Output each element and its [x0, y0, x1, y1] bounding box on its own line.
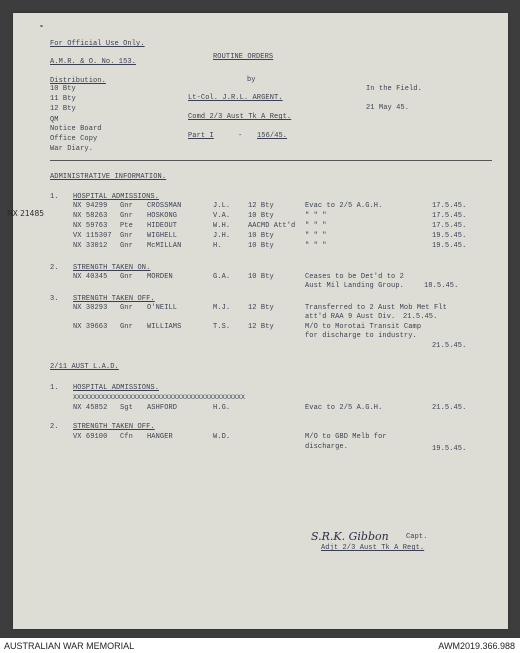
cell: Gnr [120, 323, 133, 331]
cell: NX 30293 [73, 304, 108, 312]
struck-line: XXXXXXXXXXXXXXXXXXXXXXXXXXXXXXXXXXXXXXXXXXX [73, 394, 246, 401]
by-label: by [247, 76, 256, 84]
part-label: Part I [188, 132, 214, 140]
entry-date: 21.5.45. [432, 404, 467, 412]
cell: W.H. [213, 222, 231, 230]
date: 21 May 45. [366, 104, 410, 112]
footer-accession: AWM2019.366.988 [438, 641, 515, 651]
cell: Gnr [120, 212, 133, 220]
cell: HIDEOUT [147, 222, 178, 230]
official-use-label: For Official Use Only. [50, 40, 145, 48]
location: In the Field. [366, 85, 422, 93]
remark: " " " [305, 242, 327, 250]
cell: 12 Bty [248, 202, 274, 210]
officer-name: Lt-Col. J.R.L. ARGENT. [188, 94, 283, 102]
routine-orders-title: ROUTINE ORDERS [213, 53, 274, 61]
remark: Aust Mil Landing Group. [305, 282, 404, 290]
cell: W.D. [213, 433, 231, 441]
remark: discharge. [305, 443, 349, 451]
lad-hospital-title: HOSPITAL ADMISSIONS. [73, 384, 160, 392]
entry-date: 21.5.45. [403, 313, 438, 321]
remark: att'd RAA 9 Aust Div. [305, 313, 396, 321]
section-admin-title: ADMINISTRATIVE INFORMATION. [50, 173, 167, 181]
cell: AACMD Att'd [248, 222, 296, 230]
cell: HOSKONG [147, 212, 178, 220]
item-number: 2. [50, 423, 59, 431]
part-dash: - [238, 132, 243, 140]
dist-item: Office Copy [50, 135, 98, 143]
cell: MORDEN [147, 273, 173, 281]
footer-institution: AUSTRALIAN WAR MEMORIAL [4, 641, 135, 651]
cell: 10 Bty [248, 232, 274, 240]
item-number: 2. [50, 264, 59, 272]
cell: 12 Bty [248, 304, 274, 312]
distribution-label: Distribution. [50, 77, 106, 85]
cell: Pte [120, 222, 133, 230]
remark: M/O to Morotai Transit Camp [305, 323, 422, 331]
entry-date: 18.5.45. [424, 282, 459, 290]
cell: O'NEILL [147, 304, 178, 312]
cell: H. [213, 242, 222, 250]
dist-item: War Diary. [50, 145, 94, 153]
dist-item: 12 Bty [50, 105, 76, 113]
entry-date: 21.5.45. [432, 342, 467, 350]
cell: 10 Bty [248, 242, 274, 250]
cell: McMILLAN [147, 242, 182, 250]
cell: HANGER [147, 433, 173, 441]
part-number: 156/45. [257, 132, 288, 140]
remark: Transferred to 2 Aust Mob Met Flt [305, 304, 447, 312]
cell: Gnr [120, 232, 133, 240]
remark: " " " [305, 212, 327, 220]
cell: VX 115307 [73, 232, 112, 240]
remark: " " " [305, 222, 327, 230]
section-lad-title: 2/11 AUST L.A.D. [50, 363, 119, 371]
lad-strength-off-title: STRENGTH TAKEN OFF. [73, 423, 155, 431]
cell: T.S. [213, 323, 231, 331]
cell: Gnr [120, 242, 133, 250]
item-number: 1. [50, 384, 59, 392]
item-number: 1. [50, 193, 59, 201]
remark: Evac to 2/5 A.G.H. [305, 202, 383, 210]
cell: J.L. [213, 202, 231, 210]
entry-date: 19.5.45. [432, 445, 467, 453]
cell: 12 Bty [248, 323, 274, 331]
dist-item: 11 Bty [50, 95, 76, 103]
strength-off-title: STRENGTH TAKEN OFF. [73, 295, 155, 303]
signature: S.R.K. Gibbon [311, 530, 389, 543]
cell: NX 58263 [73, 212, 108, 220]
header-rule [50, 160, 492, 161]
document-sheet [7, 13, 508, 629]
cell: NX 59763 [73, 222, 108, 230]
remark: M/O to GBD Melb for [305, 433, 387, 441]
entry-date: 17.5.45. [432, 202, 467, 210]
signature-title: Adjt 2/3 Aust Tk A Regt. [321, 544, 425, 552]
remark: for discharge to industry. [305, 332, 417, 340]
cell: CROSSMAN [147, 202, 182, 210]
entry-date: 17.5.45. [432, 222, 467, 230]
remark: Ceases to be Det'd to 2 [305, 273, 404, 281]
cell: J.H. [213, 232, 231, 240]
remark: " " " [305, 232, 327, 240]
cell: H.G. [213, 404, 231, 412]
item-number: 3. [50, 295, 59, 303]
signature-rank: Capt. [406, 533, 428, 541]
cell: G.A. [213, 273, 231, 281]
cell: Gnr [120, 202, 133, 210]
cell: VX 69100 [73, 433, 108, 441]
cell: NX 40345 [73, 273, 108, 281]
cell: Cfn [120, 433, 133, 441]
command-title: Comd 2/3 Aust Tk A Regt. [188, 113, 292, 121]
cell: Gnr [120, 304, 133, 312]
cell: NX 39663 [73, 323, 108, 331]
cell: Gnr [120, 273, 133, 281]
remark: Evac to 2/5 A.G.H. [305, 404, 383, 412]
cell: ASHFORD [147, 404, 178, 412]
cell: NX 45852 [73, 404, 108, 412]
dist-item: 10 Bty [50, 85, 76, 93]
cell: 10 Bty [248, 212, 274, 220]
cell: WIGHELL [147, 232, 178, 240]
entry-date: 19.5.45. [432, 232, 467, 240]
entry-date: 19.5.45. [432, 242, 467, 250]
dist-item: Notice Board [50, 125, 102, 133]
cell: V.A. [213, 212, 231, 220]
strength-on-title: STRENGTH TAKEN ON. [73, 264, 151, 272]
amra-number: A.M.R. & O. No. 153. [50, 58, 137, 66]
pencil-mark: ˟ [39, 25, 44, 36]
cell: M.J. [213, 304, 231, 312]
cell: NX 33012 [73, 242, 108, 250]
hospital-admissions-title: HOSPITAL ADMISSIONS. [73, 193, 160, 201]
cell: WILLIAMS [147, 323, 182, 331]
dist-item: QM [50, 116, 59, 124]
entry-date: 17.5.45. [432, 212, 467, 220]
cell: NX 94299 [73, 202, 108, 210]
cell: 10 Bty [248, 273, 274, 281]
pencil-note: NX 21485 [7, 209, 44, 218]
cell: Sgt [120, 404, 133, 412]
